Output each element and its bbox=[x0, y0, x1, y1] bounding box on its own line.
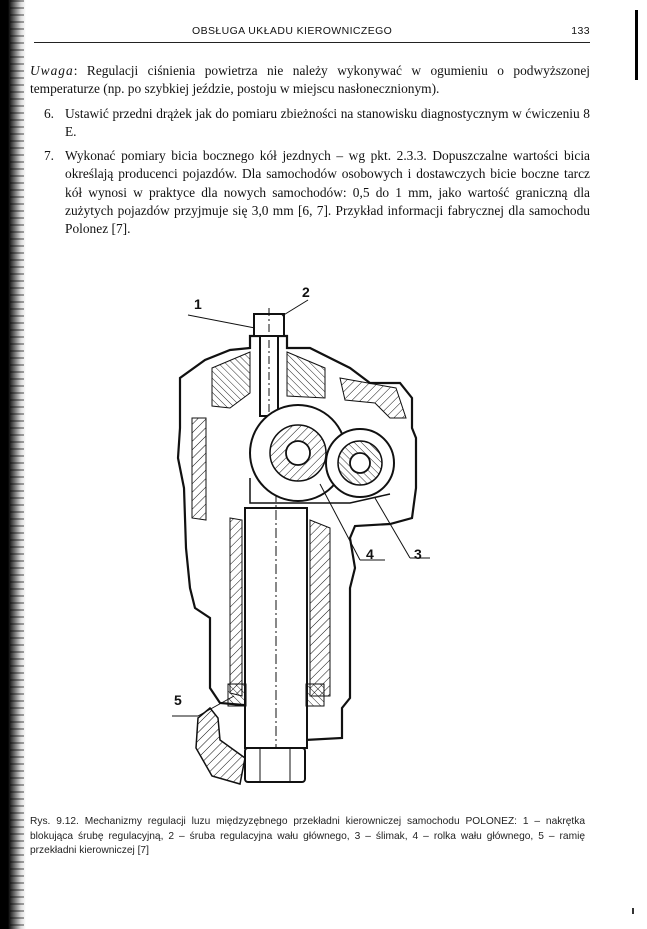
list-item-text: Wykonać pomiary bicia bocznego kół jezdnych – wg pkt. 2.3.3. Dopuszczalne wartości bicia określają producenci pojazdów. Dla samochodów osobowych i dostawczych bicie boczne tarcz kół wynosi w praktyce dla nowych samochodów: 0,5 do 1 mm, jako wartość graniczną dla zużytych pojazdów przyjmuje się 3,0 mm [6, 7]. Przykład informacji fabrycznej dla samochodu Polonez [7]. bbox=[65, 148, 590, 237]
housing-wall bbox=[230, 518, 242, 696]
list-item-text: Ustawić przedni drążek jak do pomiaru zbieżności na stanowisku diagnostycznym w ćwiczeniu 8 E. bbox=[65, 105, 590, 139]
figure-caption-text: Rys. 9.12. Mechanizmy regulacji luzu międzyzębnego przekładni kierowniczej samochodu POLONEZ: 1 – nakrętka blokująca śrubę regulacyjną, 2 – śruba regulacyjna wału głównego, 3 – ślimak, 4 – rolka wału głównego, 5 – ramię przekładni kierowniczej [7] bbox=[30, 816, 585, 856]
list-item bbox=[30, 147, 590, 238]
housing-wall bbox=[192, 418, 206, 520]
list-item-number: 6. bbox=[43, 105, 54, 121]
housing-wall bbox=[212, 352, 250, 408]
header-rule bbox=[34, 42, 590, 43]
note-label: Uwaga bbox=[30, 63, 74, 78]
note-text: : Regulacji ciśnienia powietrza nie należy wykonywać w ogumieniu o podwyższonej temperaturze (np. po szybkiej jeździe, postoju w miejscu nasłonecznionym). bbox=[30, 63, 590, 97]
list-item bbox=[30, 105, 590, 142]
callout-5: 5 bbox=[174, 692, 182, 708]
callout-4: 4 bbox=[366, 546, 374, 562]
body-text bbox=[30, 62, 590, 239]
seal bbox=[228, 684, 246, 706]
scan-tick bbox=[632, 908, 634, 914]
note-paragraph bbox=[30, 62, 590, 99]
scan-mark bbox=[635, 10, 638, 80]
figure-steering-gear bbox=[150, 284, 450, 788]
running-head bbox=[34, 25, 594, 39]
callout-1: 1 bbox=[194, 296, 202, 312]
figure-caption bbox=[30, 815, 585, 859]
shaft-nut bbox=[245, 748, 305, 782]
steering-gear-drawing bbox=[150, 288, 450, 788]
steering-arm bbox=[196, 708, 245, 784]
housing-wall bbox=[287, 352, 325, 398]
seal bbox=[306, 684, 324, 706]
list-item-number: 7. bbox=[43, 148, 54, 164]
running-head-title: OBSŁUGA UKŁADU KIEROWNICZEGO bbox=[192, 25, 393, 37]
page-number: 133 bbox=[571, 25, 590, 37]
callout-3: 3 bbox=[414, 546, 422, 562]
housing-wall bbox=[310, 520, 330, 696]
scan-edge bbox=[0, 0, 26, 929]
callout-2: 2 bbox=[302, 284, 310, 300]
